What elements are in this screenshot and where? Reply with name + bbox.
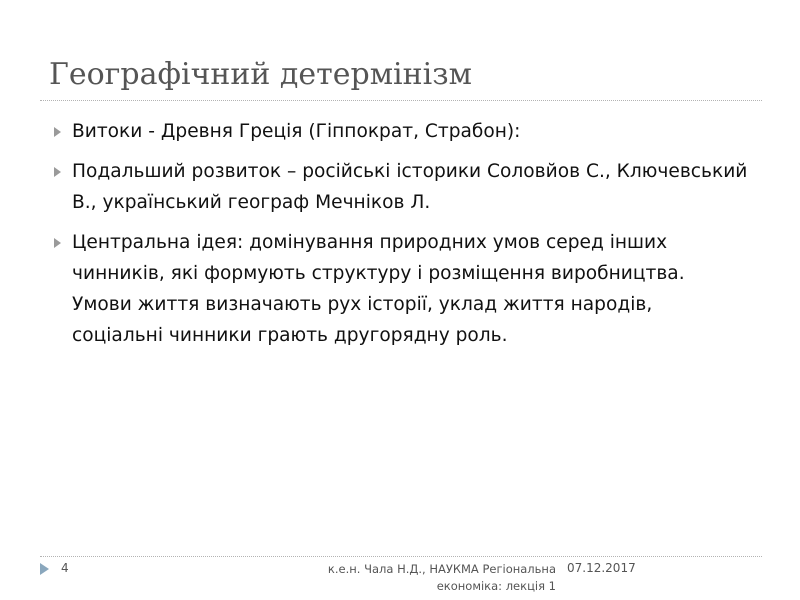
bullet-list bbox=[48, 116, 748, 360]
bullet-item bbox=[48, 156, 748, 218]
triangle-bullet-icon bbox=[54, 127, 61, 137]
bullet-text: Витоки - Древня Греція (Гіппократ, Страбон): bbox=[72, 121, 521, 142]
slide-title: Географічний детермінізм bbox=[49, 57, 472, 92]
triangle-bullet-icon bbox=[54, 167, 61, 177]
page-number: 4 bbox=[61, 561, 69, 575]
bullet-item bbox=[48, 227, 748, 351]
footer-author-course: к.е.н. Чала Н.Д., НАУКМА Регіональна економіка: лекція 1 bbox=[327, 562, 556, 593]
title-divider bbox=[40, 100, 762, 101]
triangle-bullet-icon bbox=[54, 238, 61, 248]
bullet-item bbox=[48, 116, 748, 147]
bullet-text: Центральна ідея: домінування природних умов серед інших чинників, які формують структуру і розміщення виробництва. Умови життя визначають рух історії, уклад життя народів, соціальні чинники грають другорядну роль. bbox=[72, 232, 685, 346]
footer-date: 07.12.2017 bbox=[567, 561, 636, 575]
footer-triangle-icon bbox=[40, 563, 49, 575]
bullet-text: Подальший розвиток – російські історики Соловйов С., Ключевський В., український географ Мечніков Л. bbox=[72, 161, 748, 213]
footer-divider bbox=[40, 556, 762, 557]
